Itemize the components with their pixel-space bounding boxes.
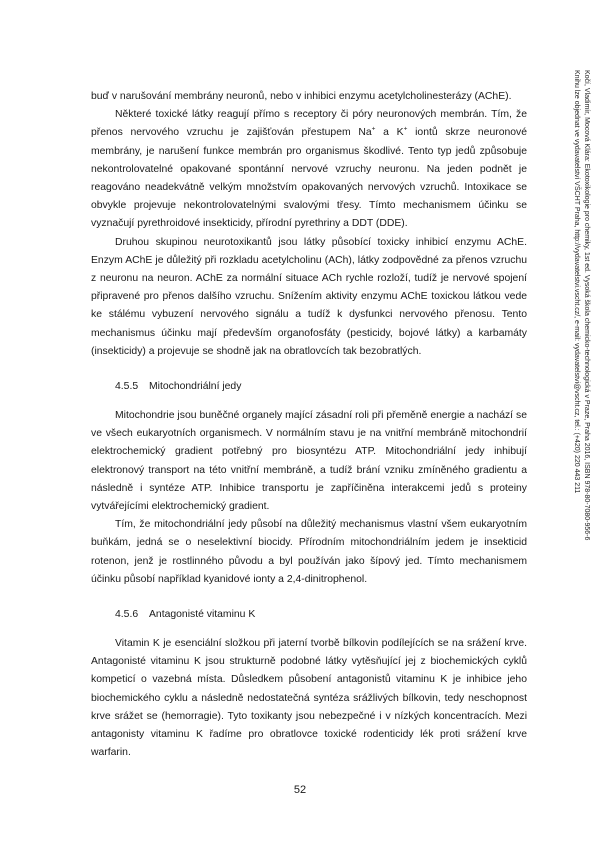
- section-title: Mitochondriální jedy: [149, 381, 242, 393]
- paragraph-receptors-part3: iontů skrze neuronové membrány, je narušení funkce membrán pro organismus škodlivé. Tento typ jedů způsobuje nekontrolovatelné opakované spontánní nervové vzruchy neuronu. Na jeden podnět je reagováno neadekvátně velkým množstvím opakovaných nervových vzruchů. Intoxikace se obvykle projevuje nekontrolovatelnými svalovými třesy. Tímto mechanismem účinku se vyznačují pyrethroidové insekticidy, přírodní pyrethriny a DDT (DDE).: [91, 127, 527, 230]
- page-content: [91, 88, 527, 763]
- side-note-line-1: Kočí, Vladimír, Mocová Klára: Ekotoxikologie pro chemiky, 1st ed. Vysoká škola chemicko-technologická v Praze, Praha 2016, ISBN 978-80-7080-956-6: [583, 70, 590, 541]
- paragraph-mitochondria-1: Mitochondrie jsou buněčné organely mající zásadní roli při přeměně energie a nachází se ve všech eukaryotních organismech. V normálním stavu je na vnitřní membráně mitochondrií elektrochemický gradient potřebný pro biosyntézu ATP. Mitochondriální jedy inhibují elektronový transport na této vnitřní membráně, a tudíž brání vzniku zmíněného gradientu a následně i syntéze ATP. Inhibice transportu je zapříčiněna interakcemi jedů s proteiny vytvářejícími elektrochemický gradient.: [91, 410, 527, 513]
- paragraph-intro: buď v narušování membrány neuronů, nebo v inhibici enzymu acetylcholinesterázy (AChE).: [91, 91, 512, 102]
- paragraph-vitamin-k: Vitamin K je esenciální složkou při jaterní tvorbě bílkovin podílejících se na srážení krve. Antagonisté vitaminu K jsou strukturně podobné látky vytěsňující jej z biochemických cyklů kompeticí o vazebná místa. Důsledkem působení antagonistů vitaminu K je inhibice jeho biochemického cyklu a následně nedostatečná syntéza srážlivých bílkovin, tedy neschopnost krve srážet se (hemorragie). Tyto toxikanty jsou nebezpečné i v nízkých koncentracích. Mezi antagonisty vitaminu K řadíme pro obratlovce toxické rodenticidy lék proti srážení krve warfarin.: [91, 638, 527, 759]
- section-heading-4-5-6: [91, 606, 527, 624]
- paragraph-ache: Druhou skupinou neurotoxikantů jsou látky působící toxicky inhibicí enzymu AChE. Enzym AChE je důležitý při rozkladu acetylcholinu (ACh), látky zodpovědné za přenos vzruchu z neuronu na neuron. AChE za normální situace ACh rychle rozloží, tudíž je nervové spojení připravené pro přenos dalšího vzruchu. Snížením aktivity enzymu AChE toxickou látkou vede ke stálému vybuzení nervového signálu a tudíž k dysfunkci nervového přenosu. Tento mechanismus účinku mají především organofosfáty (pesticidy, bojové látky) a karbamáty (insekticidy) a projevuje se shodně jak na obratlovcích tak bezobratlých.: [91, 236, 527, 357]
- page-number: 52: [293, 784, 307, 796]
- section-number: 4.5.5: [115, 381, 139, 393]
- section-heading-4-5-5: [91, 378, 527, 396]
- section-number: 4.5.6: [115, 609, 139, 621]
- side-note-line-2: Knihu lze objednat ve vydavatelství VŠCHT Praha, http://vydavatelstvi.vscht.cz/, e-mail: vydavatelstvi@vscht.cz, tel.: (+420) 220 443 211: [573, 70, 580, 494]
- paragraph-receptors-part2: a K: [375, 127, 404, 139]
- superscript-plus: +: [403, 125, 408, 133]
- section-title: Antagonisté vitaminu K: [149, 609, 256, 621]
- superscript-plus: +: [371, 125, 376, 133]
- paragraph-receptors: [91, 106, 527, 233]
- side-copyright-note: [567, 70, 591, 650]
- paragraph-receptors-part1: Některé toxické látky reagují přímo s receptory či póry neuronových membrán. Tím, že přenos nervového vzruchu je zajišťován přestupem Na: [91, 109, 527, 139]
- paragraph-mitochondria-2: Tím, že mitochondriální jedy působí na důležitý mechanismus vlastní všem eukaryotním buňkám, jedná se o neselektivní biocidy. Přírodním mitochondriálním jedem je insekticid rotenon, jenž je rostlinného původu a byl používán jako šípový jed. Tímto mechanismem účinku působí například kyanidové ionty a 2,4-dinitrophenol.: [91, 519, 527, 585]
